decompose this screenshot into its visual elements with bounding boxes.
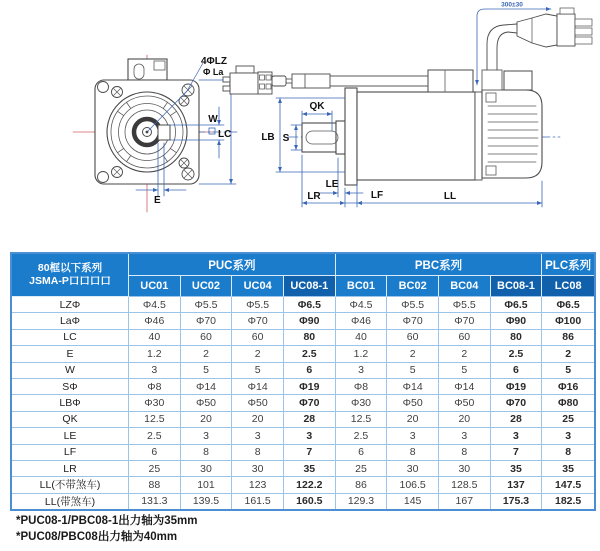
- row-label: E: [12, 346, 129, 362]
- data-cell: 60: [232, 330, 284, 346]
- row-label: W: [12, 363, 129, 379]
- data-cell: 3: [336, 363, 388, 379]
- row-label: LL(不带煞车): [12, 477, 129, 493]
- data-cell: 145: [387, 494, 439, 509]
- data-cell: Φ30: [129, 395, 181, 411]
- data-cell: 6: [336, 445, 388, 461]
- data-cell: 1.2: [129, 346, 181, 362]
- shaft: [302, 123, 336, 152]
- data-cell: 139.5: [181, 494, 233, 509]
- data-cell: 8: [181, 445, 233, 461]
- data-cell: Φ19: [491, 379, 543, 395]
- data-cell: Φ70: [181, 313, 233, 329]
- column-header-bc04: BC04: [439, 276, 491, 297]
- lc-label: LC: [218, 129, 232, 140]
- data-cell: Φ70: [491, 395, 543, 411]
- table-row: [12, 461, 594, 477]
- row-label: LL(带煞车): [12, 494, 129, 509]
- data-cell: Φ70: [284, 395, 336, 411]
- s-dimension: [291, 125, 302, 150]
- data-cell: 20: [439, 412, 491, 428]
- data-cell: 7: [284, 445, 336, 461]
- data-cell: Φ46: [336, 313, 388, 329]
- data-cell: 128.5: [439, 477, 491, 493]
- data-cell: 3: [284, 428, 336, 444]
- row-label: LaΦ: [12, 313, 129, 329]
- data-cell: 86: [542, 330, 594, 346]
- column-header-lc08: LC08: [542, 276, 594, 297]
- data-cell: 2: [439, 346, 491, 362]
- row-label: QK: [12, 412, 129, 428]
- data-cell: 25: [336, 461, 388, 477]
- table-row: [12, 445, 594, 461]
- data-cell: 106.5: [387, 477, 439, 493]
- encoder-plug: [223, 66, 272, 94]
- data-cell: 20: [387, 412, 439, 428]
- data-cell: 80: [491, 330, 543, 346]
- data-cell: 6: [129, 445, 181, 461]
- data-cell: 30: [387, 461, 439, 477]
- shaft-collar: [336, 121, 345, 154]
- lr-label: LR: [307, 191, 321, 202]
- data-cell: Φ19: [284, 379, 336, 395]
- data-cell: Φ4.5: [129, 297, 181, 313]
- data-cell: Φ100: [542, 313, 594, 329]
- data-cell: 8: [542, 445, 594, 461]
- data-cell: 122.2: [284, 477, 336, 493]
- data-cell: 25: [542, 412, 594, 428]
- data-cell: 1.2: [336, 346, 388, 362]
- data-cell: 12.5: [336, 412, 388, 428]
- data-cell: Φ8: [129, 379, 181, 395]
- data-cell: Φ30: [336, 395, 388, 411]
- data-cell: 129.3: [336, 494, 388, 509]
- lf-label: LF: [370, 190, 384, 201]
- le-label: LE: [325, 179, 339, 190]
- data-cell: 147.5: [542, 477, 594, 493]
- data-cell: 20: [181, 412, 233, 428]
- flange-plate: [345, 88, 357, 185]
- column-header-uc02: UC02: [181, 276, 233, 297]
- column-group-header: PUC系列: [129, 254, 336, 276]
- power-housing: [504, 71, 532, 90]
- data-cell: 3: [232, 428, 284, 444]
- data-cell: 2.5: [284, 346, 336, 362]
- data-cell: Φ5.5: [439, 297, 491, 313]
- table-row: [12, 395, 594, 411]
- data-cell: 2: [181, 346, 233, 362]
- data-cell: Φ80: [542, 395, 594, 411]
- data-cell: 6: [491, 363, 543, 379]
- encoder-cable: [272, 74, 428, 88]
- row-label: SΦ: [12, 379, 129, 395]
- data-cell: 25: [129, 461, 181, 477]
- row-label: LF: [12, 445, 129, 461]
- footnote-line: *PUC08/PBC08出力轴为40mm: [16, 530, 178, 543]
- data-cell: 3: [387, 428, 439, 444]
- data-cell: Φ14: [181, 379, 233, 395]
- data-cell: 30: [439, 461, 491, 477]
- data-cell: 8: [232, 445, 284, 461]
- data-cell: Φ70: [232, 313, 284, 329]
- data-cell: 2.5: [129, 428, 181, 444]
- row-label: LBΦ: [12, 395, 129, 411]
- data-cell: 131.3: [129, 494, 181, 509]
- table-row: [12, 346, 594, 362]
- column-header-uc01: UC01: [129, 276, 181, 297]
- s-label: S: [282, 133, 290, 144]
- column-header-bc02: BC02: [387, 276, 439, 297]
- data-cell: 7: [491, 445, 543, 461]
- data-cell: Φ5.5: [181, 297, 233, 313]
- power-cable: [487, 24, 517, 70]
- data-cell: 60: [439, 330, 491, 346]
- pilot-callout-label: Φ La: [203, 67, 224, 77]
- table-row: [12, 379, 594, 395]
- data-cell: 3: [181, 428, 233, 444]
- data-cell: Φ5.5: [232, 297, 284, 313]
- e-label: E: [154, 195, 161, 206]
- data-cell: 182.5: [542, 494, 594, 509]
- lb-label: LB: [261, 132, 275, 143]
- side-view: [223, 2, 592, 208]
- data-cell: Φ50: [387, 395, 439, 411]
- table-row: [12, 313, 594, 329]
- data-cell: 2.5: [491, 346, 543, 362]
- row-label: LZΦ: [12, 297, 129, 313]
- data-cell: Φ90: [284, 313, 336, 329]
- data-cell: 101: [181, 477, 233, 493]
- table-row: [12, 428, 594, 444]
- data-cell: 2: [232, 346, 284, 362]
- data-cell: 2.5: [336, 428, 388, 444]
- data-cell: Φ14: [387, 379, 439, 395]
- table-row: [12, 297, 594, 313]
- motor-body: [357, 92, 475, 180]
- column-header-bc01: BC01: [336, 276, 388, 297]
- data-cell: Φ4.5: [336, 297, 388, 313]
- data-cell: Φ8: [336, 379, 388, 395]
- data-cell: 35: [542, 461, 594, 477]
- data-cell: 2: [387, 346, 439, 362]
- data-cell: 3: [439, 428, 491, 444]
- encoder-housing: [428, 70, 473, 92]
- data-cell: 86: [336, 477, 388, 493]
- data-cell: 3: [542, 428, 594, 444]
- data-cell: 5: [181, 363, 233, 379]
- data-cell: 40: [336, 330, 388, 346]
- data-cell: 28: [491, 412, 543, 428]
- data-cell: 161.5: [232, 494, 284, 509]
- data-cell: 40: [129, 330, 181, 346]
- data-cell: 28: [284, 412, 336, 428]
- table-row: [12, 412, 594, 428]
- column-header-bc08-1: BC08-1: [491, 276, 543, 297]
- data-cell: Φ90: [491, 313, 543, 329]
- motor-dimension-drawing: [0, 0, 600, 248]
- data-cell: Φ50: [181, 395, 233, 411]
- data-cell: 3: [491, 428, 543, 444]
- data-cell: 5: [232, 363, 284, 379]
- data-cell: Φ70: [387, 313, 439, 329]
- rear-housing: [482, 90, 542, 178]
- column-header-uc08-1: UC08-1: [284, 276, 336, 297]
- data-cell: 60: [181, 330, 233, 346]
- data-cell: 5: [387, 363, 439, 379]
- holes-callout-label: 4ΦLZ: [201, 56, 227, 67]
- qk-label: QK: [309, 101, 325, 112]
- data-cell: 35: [491, 461, 543, 477]
- row-label: LE: [12, 428, 129, 444]
- table-row: [12, 477, 594, 493]
- data-cell: Φ46: [129, 313, 181, 329]
- data-cell: Φ50: [232, 395, 284, 411]
- data-cell: Φ14: [439, 379, 491, 395]
- data-cell: 3: [129, 363, 181, 379]
- data-cell: 6: [284, 363, 336, 379]
- data-cell: 12.5: [129, 412, 181, 428]
- cable-elbow: [482, 70, 502, 90]
- data-cell: 123: [232, 477, 284, 493]
- data-cell: Φ50: [439, 395, 491, 411]
- power-plug: [517, 8, 592, 47]
- footnotes: [16, 514, 198, 545]
- column-header-uc04: UC04: [232, 276, 284, 297]
- data-cell: 5: [542, 363, 594, 379]
- data-cell: 8: [439, 445, 491, 461]
- w-label: W: [208, 114, 218, 125]
- data-cell: Φ16: [542, 379, 594, 395]
- joint-band: [475, 92, 482, 180]
- data-cell: 80: [284, 330, 336, 346]
- data-cell: Φ5.5: [387, 297, 439, 313]
- data-cell: 8: [387, 445, 439, 461]
- column-group-header: PLC系列: [542, 254, 594, 276]
- data-cell: 5: [439, 363, 491, 379]
- data-cell: 160.5: [284, 494, 336, 509]
- data-cell: 137: [491, 477, 543, 493]
- table-corner-header: 80框以下系列 JSMA-P口口口口: [12, 254, 129, 297]
- shaft-key: [158, 125, 170, 140]
- data-cell: 167: [439, 494, 491, 509]
- data-cell: 30: [181, 461, 233, 477]
- data-cell: Φ6.5: [542, 297, 594, 313]
- row-label: LC: [12, 330, 129, 346]
- row-label: LR: [12, 461, 129, 477]
- ll-label: LL: [443, 191, 457, 202]
- spec-table: [10, 252, 596, 511]
- data-cell: 175.3: [491, 494, 543, 509]
- footnote-line: *PUC08-1/PBC08-1出力轴为35mm: [16, 515, 198, 527]
- cable-length-label: 300±30: [501, 1, 523, 9]
- data-cell: Φ14: [232, 379, 284, 395]
- table-row: [12, 363, 594, 379]
- data-cell: 20: [232, 412, 284, 428]
- table-row: [12, 330, 594, 346]
- data-cell: 88: [129, 477, 181, 493]
- data-cell: 2: [542, 346, 594, 362]
- data-cell: 60: [387, 330, 439, 346]
- data-cell: 35: [284, 461, 336, 477]
- data-cell: Φ70: [439, 313, 491, 329]
- data-cell: 30: [232, 461, 284, 477]
- column-group-header: PBC系列: [336, 254, 543, 276]
- front-view: [73, 55, 240, 212]
- data-cell: Φ6.5: [284, 297, 336, 313]
- table-row: [12, 494, 594, 509]
- data-cell: Φ6.5: [491, 297, 543, 313]
